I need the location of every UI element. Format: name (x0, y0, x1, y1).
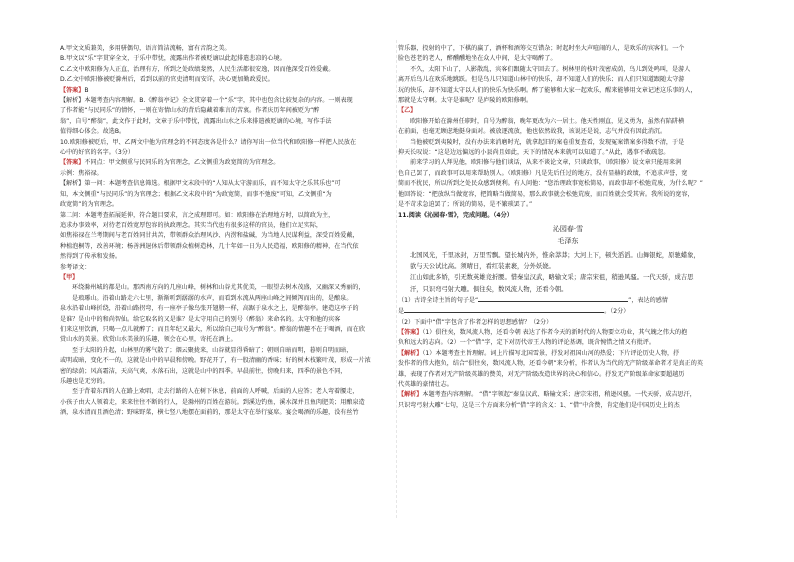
text-line: 政宽简”的为官理念。 (60, 201, 119, 209)
poem-author: 毛泽东 (557, 236, 579, 245)
text-line: 只识弯弓射大雕”七句，这是三个方面来分析“借”字的含义：1、“借”中含赞，肯定他们是中国历史上的杰 (398, 401, 680, 409)
text-line: 当他被贬到夷陵时，没有办法来消磨时光，就拿起旧的案卷重复查看，发现冤案错案多得数不清，于是 (410, 138, 685, 146)
text-line: 心中的好官的名字。（3分） (60, 149, 134, 157)
text-line: 负和远大的志向。（2）一个“借”字，定下对历代帝王人物的评论基调，既含惋惜之情又有批评。 (398, 339, 655, 347)
text-line: 【解析】本题考查内容理解。B.《醉翁亭记》全文贯穿着一个“乐”字，其中也包含比较复杂的内容。一则表现 (60, 97, 353, 105)
text-line: 欧阳修开始在滁州任职时，自号为醉翁，晚年更改为六一居士。他天性刚直，见义勇为，虽然有陷阱横 (410, 117, 685, 125)
text-line: B.甲文以“乐”字贯穿全文，于乐中带忧，流露出作者被贬谪以此起排遣悲凉的心境。 (60, 55, 286, 63)
text-line: 发作者的伟大抱负，结合“俱往矣，数风流人物，还看今朝”来分析，作者认为当代的无产阶级革命者才是真正的英 (398, 360, 703, 368)
section-tag: 【答案】 (60, 86, 85, 94)
answer-blank-2 (404, 306, 604, 313)
sub-question-1 (398, 295, 738, 306)
text-line: 乐趣也是无穷的。 (60, 378, 109, 385)
text-line: A.甲文文质兼美，多用骈偶句，语言简洁流畅，富有音韵之美。 (60, 45, 231, 52)
sub1-suffix: ”，表达的感情 (628, 296, 668, 304)
text-line: 玩的快乐，却不知道太守以人们的快乐为快乐啊。醉了能够和大家一起欢乐，醒来能够用文章记述这乐事的人， (398, 86, 697, 94)
poem-title: 沁园春·雪 (552, 224, 584, 233)
text-line: 值得细心体会。故选B。 (60, 128, 126, 136)
text-line: D.乙文中欧阳修被贬滁州后，看到以前的官吏清明而安详，决心更加勤政爱民。 (60, 76, 274, 84)
sub1-prefix: （1）古诗全诗主旨的句子是“ (398, 296, 479, 304)
section-tag: 【答案】 (60, 159, 85, 167)
text-line: 们来这里饮酒，只喝一点儿就醉了；而且年纪又最大，所以给自己取号为“醉翁”。醉翁的情趣不在于喝酒，而在欣 (60, 325, 365, 333)
page-divider (396, 40, 397, 518)
right-translation-block (398, 44, 738, 211)
text-line: 是琅琊山。沿着山路走六七里，渐渐听到潺潺的水声，而看到水流从两座山峰之间倾泻而出的，是酿泉。 (72, 294, 353, 302)
line-text: （1）俱往矣，数风流人物，还看今朝 表达了作者今天的新时代的人物要立功业，其气魄之伟大的抱 (422, 328, 688, 336)
text-line: 知，本文侧重“与民同乐”的为官理念；根据乙文末段中的“为政宽简，而事不弛废”可知，乙文侧重“为 (60, 190, 332, 198)
section-tag: 【解析】 (398, 349, 423, 357)
poem-line: 江山如此多娇，引无数英雄竞折腰。惜秦皇汉武，略输文采；唐宗宋祖，稍逊风骚。一代天骄，成吉思 (410, 274, 694, 282)
poem-line: 北国风光，千里冰封，万里雪飘。望长城内外，惟余莽莽；大河上下，顿失滔滔。山舞银蛇，原驰蜡象， (410, 251, 700, 259)
text-line: 脸色苍老的老人，醉醺醺地坐在众人中间，是太守喝醉了。 (398, 55, 557, 63)
question-11: 11.阅读《沁园春·雪》，完成问题。（4分） (398, 211, 513, 219)
text-line: 或明或暗，变化不一的，这就是山中的早晨和傍晚。野花开了，有一股清幽的香味；好的树木枝繁叶茂，形成一片浓 (60, 357, 371, 365)
text-line (398, 106, 738, 116)
left-page (60, 44, 400, 514)
text-line: 至于太阳的升起，山林里的雾气散了；烟云聚拢来，山谷就显得昏暗了；朝则自暗而明，暮则自明而暗， (72, 346, 353, 354)
text-line: 色自己罢了，而政事可以用来帮助别人。（欧阳修）凡是先后任过的地方，没有显赫的政绩，不追求声誉，宽 (398, 169, 688, 177)
sub1-tail: 是 (398, 308, 405, 316)
text-line: 赏山水的美景。欣赏山水美景的乐趣，领会在心里，寄托在酒上。 (60, 336, 237, 344)
text-line: 他回答说：“把放纵当做宽容，把简略当做简易，那么政事就会松弛荒废，而百姓就会受其害。我所说的宽容， (398, 190, 694, 198)
line-text: （1）本题考查主旨理解。词上片描写北国雪景，抒发对祖国山河的热爱；下片评论历史人物，抒 (422, 349, 680, 357)
text-line: 不久，太阳下山了，人影散乱，宾客们跟随太守回去了。树林里的枝叶茂密成荫，鸟儿到处鸣叫，是游人 (410, 65, 691, 73)
text-line: 泉水沿着山峰折绕，沿着山路拐弯，有一座亭子像鸟张开翅膀一样，高踞于泉水之上，是醉翁亭。建造这亭子的 (60, 305, 359, 313)
section-tag: 【乙】 (398, 107, 417, 115)
text-line (60, 273, 400, 283)
sub-question-2: （2）下面中“借”字包含了作者怎样的思想感情？（2分） (398, 318, 553, 326)
text-line: 前来学习的人拜见他，欧阳修与他们谈话，从来不谈论文章，只谈政事，（欧阳修）说文章只能用来润 (410, 159, 682, 167)
text-line: 示例：焦裕禄。 (60, 169, 103, 177)
text-line: 那就是太守啊。太守是谁呢？是庐陵的欧阳修啊。 (398, 97, 533, 105)
section-tag: 【甲】 (60, 273, 79, 281)
text-line: 密的绿荫；风高霜洁，天高气爽，水落石出，这就是山中的四季。早晨前往，傍晚归来，四季的景色不同， (60, 367, 347, 375)
text-line: 追求办事效率，对待老百姓宽厚包容的执政理念。其实当代也有很多这样的官员，他们立足实际， (60, 221, 323, 229)
text-line: 管乐器，投射的中了，下棋的赢了，酒杯和酒筹交互错杂；时起时坐大声喧闹的人，是欢乐的宾客们。一个 (398, 45, 685, 52)
text-line: 种植泡桐等，改善环境；杨善洲退休后带领群众植树造林，几十年如一日为人民造福，欧阳修的精神，在当代依 (60, 242, 359, 250)
line-text: 本题考查内容理解。 “借”字领起“秦皇汉武、略输文采；唐宗宋祖，稍逊风骚。一代天骄，成吉思汗， (422, 391, 696, 399)
text-line: 【解析】第一问：本题考查信息筛选。根据甲文末段中的“人知从太守游而乐，而不知太守之乐其乐也”可 (60, 180, 341, 188)
text-line (398, 328, 738, 338)
text-line (60, 86, 400, 96)
text-line: 第二问：本题考查拓展延伸，符合题目要求，言之成理即可。如：欧阳修在治理地方时，以简政为主， (60, 211, 335, 219)
text-line: 抑天长叹说：“这是边远偏远的小县尚且如此，天下的情况本来就可以知道了。”从此，遇事不敢疏忽。 (398, 149, 670, 157)
line-text: B (84, 86, 89, 94)
text-line: 环绕滁州城的都是山。那西南方向的几座山峰，树林和山谷尤其优美，一眼望去树木茂盛，又幽深又秀丽的， (72, 284, 365, 292)
text-line: 小孩子由大人领着走，来来往往不断的行人，是滁州的百姓在游玩。到溪边钓鱼，溪水深并且鱼肉肥美；用酿泉造 (60, 398, 365, 406)
text-line: 参考译文： (60, 263, 91, 271)
right-answer-block (398, 328, 738, 411)
sub-question-1-cont (398, 306, 738, 317)
section-tag: 【解析】 (398, 391, 423, 399)
right-page (398, 44, 738, 514)
line-text: 不同点：甲文侧重与民同乐的为官理念，乙文侧重为政宽简的为官理念。 (84, 159, 280, 167)
text-line: 10.欧阳修被贬后，甲、乙两文中他为官理念的不同态度各是什么？请你写出一位当代和欧阳修一样把人民放在 (60, 138, 357, 146)
text-line: 如焦裕禄在兰考期间与老百姓同甘共苦，带领群众治理风沙、内涝和盐碱，为当地人民谋利益，深受百姓爱戴， (60, 232, 359, 240)
poem-line: 欲与天公试比高。须晴日，看红装素裹，分外妖娆。 (410, 263, 555, 271)
text-line: 代英雄的豪情壮志。 (398, 380, 453, 388)
text-line: 离开后鸟儿在欢乐地跳跃。但是鸟儿只知道山林中的快乐，却不知道人们的快乐；而人们只知道跟随太守游 (398, 76, 685, 84)
poem-line: 汗，只识弯弓射大雕。俱往矣，数风流人物，还看今朝。 (410, 285, 568, 293)
text-line: 在前面，也毫无顾虑地挺身面对。被放逐流放，他也依然故我，该说还是说，志气并没有因此消沉。 (398, 128, 667, 136)
text-line: 翁”，自号“醉翁”，此文作于此时，文章于乐中带忧，流露出山水之乐来排遣被贬谪的心境，写作手法 (60, 117, 332, 125)
sub1-score: 。（2分） (604, 308, 630, 316)
text-line: 是不苛求急迫罢了；所说的简易，是不繁琐罢了。” (398, 201, 533, 209)
text-line: 至于背着东西的人在路上欢唱，走去行路的人在树下休息，前面的人呼喊，后面的人应答；老人弯着腰走， (72, 388, 359, 396)
poem-body (398, 250, 738, 295)
text-line: 了作者能“与民同乐”的情怀，一则在寄情山水的背后隐藏着难言的苦衷。作者庆历年间被贬为“醉 (60, 107, 320, 115)
text-line (398, 390, 738, 400)
text-line: 雄，表现了作者对无产阶级英雄的赞美，对无产阶级改造世界的决心和信心。抒发无产阶级革命家要超越历 (398, 370, 685, 378)
answer-blank (478, 295, 628, 302)
text-line: C.乙文中欧阳修为人正直，治理有方，所到之处政绩斐然，人民生活都很安逸，因而他深受百姓爱戴。 (60, 65, 335, 73)
text-line (60, 158, 400, 168)
text-line: 然得到了传承和发扬。 (60, 253, 121, 261)
text-line: 酒，泉水清而且酒色清；野味野菜，横七竖八地摆在面前的，那是太守在举行宴席。宴会喝酒的乐趣，没有丝竹 (60, 409, 359, 417)
text-line: 是谁？是山中的和尚智仙。给它取名的又是谁？是太守用自己的别号（醉翁）来命名的。太守和他的宾客 (60, 315, 341, 323)
text-line (398, 349, 738, 359)
section-tag: 【答案】 (398, 328, 423, 336)
text-line: 简而不扰民，所以所到之处民众感到便利。有人问他：“您治理政事宽松简易，而政事却不松弛荒废，为什么呢？” (398, 180, 703, 188)
